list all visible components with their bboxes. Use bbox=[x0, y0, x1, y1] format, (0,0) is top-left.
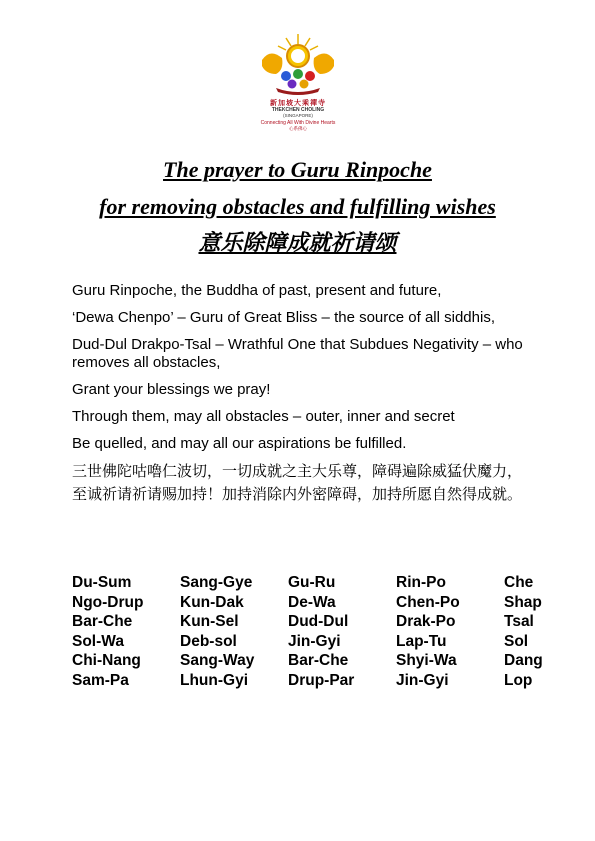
mantra-grid bbox=[72, 573, 564, 690]
mantra-syllable: Chen-Po bbox=[396, 593, 460, 611]
mantra-syllable: Sam-Pa bbox=[72, 671, 129, 689]
mantra-syllable: Sang-Gye bbox=[180, 574, 253, 591]
prayer-chinese: 三世佛陀咕嚕仁波切，一切成就之主大乐尊，障碍遍除威猛伏魔力，至诚祈请祈请赐加持！加持消除内外密障碍，加持所愿自然得成就。 bbox=[72, 462, 523, 503]
mantra-syllable: Drak-Po bbox=[396, 613, 456, 630]
mantra-syllable: Jin-Gyi bbox=[288, 632, 341, 650]
mantra-syllable: Sol bbox=[504, 632, 529, 650]
logo-emblem-icon bbox=[248, 30, 348, 98]
prayer-line: Through them, may all obstacles – outer, inner and secret bbox=[72, 408, 455, 425]
logo-chinese-name: 新加坡大乘禪寺 bbox=[270, 100, 326, 107]
mantra-syllable: De-Wa bbox=[288, 593, 336, 611]
mantra-syllable: Sang-Way bbox=[180, 652, 255, 669]
mantra-syllable: Sol-Wa bbox=[72, 632, 124, 650]
mantra-syllable: Tsal bbox=[504, 613, 534, 630]
mantra-syllable: Rin-Po bbox=[396, 574, 446, 591]
mantra-syllable: Du-Sum bbox=[72, 574, 132, 591]
prayer-text bbox=[72, 282, 532, 506]
mantra-syllable: Chi-Nang bbox=[72, 652, 141, 669]
temple-logo bbox=[248, 30, 348, 135]
title-line-2: for removing obstacles and fulfilling wishes bbox=[99, 194, 496, 219]
prayer-line: Be quelled, and may all our aspirations be fulfilled. bbox=[72, 435, 407, 452]
prayer-line: ‘Dewa Chenpo’ – Guru of Great Bliss – the source of all siddhis, bbox=[72, 309, 495, 326]
logo-tagline-chinese: 心系佛心 bbox=[289, 126, 307, 131]
mantra-syllable: Che bbox=[504, 574, 534, 591]
mantra-syllable: Ngo-Drup bbox=[72, 593, 144, 611]
mantra-syllable: Drup-Par bbox=[288, 671, 355, 689]
mantra-syllable: Kun-Dak bbox=[180, 593, 244, 611]
prayer-line: Grant your blessings we pray! bbox=[72, 381, 271, 398]
mantra-syllable: Dud-Dul bbox=[288, 613, 349, 630]
mantra-syllable: Lap-Tu bbox=[396, 632, 447, 650]
mantra-syllable: Bar-Che bbox=[288, 652, 349, 669]
title-line-1: The prayer to Guru Rinpoche bbox=[163, 157, 432, 182]
mantra-syllable: Shap bbox=[504, 593, 542, 611]
logo-tagline: Connecting All With Divine Hearts bbox=[260, 120, 336, 126]
mantra-syllable: Deb-sol bbox=[180, 632, 237, 650]
mantra-syllable: Bar-Che bbox=[72, 613, 133, 630]
mantra-syllable: Dang bbox=[504, 652, 543, 669]
mantra-syllable: Lhun-Gyi bbox=[180, 671, 249, 689]
logo-english-name: THEKCHEN CHOLING bbox=[271, 107, 325, 113]
prayer-line: Dud-Dul Drakpo-Tsal – Wrathful One that Subdues Negativity – who removes all obstacles, bbox=[72, 336, 523, 371]
mantra-syllable: Lop bbox=[504, 671, 533, 689]
title-chinese: 意乐除障成就祈请颂 bbox=[198, 231, 397, 256]
logo-country: (SINGAPORE) bbox=[283, 113, 313, 118]
mantra-syllable: Gu-Ru bbox=[288, 574, 336, 591]
mantra-syllable: Shyi-Wa bbox=[396, 652, 457, 669]
mantra-syllable: Jin-Gyi bbox=[396, 671, 449, 689]
mantra-syllable: Kun-Sel bbox=[180, 613, 239, 630]
prayer-line: Guru Rinpoche, the Buddha of past, present and future, bbox=[72, 282, 442, 299]
